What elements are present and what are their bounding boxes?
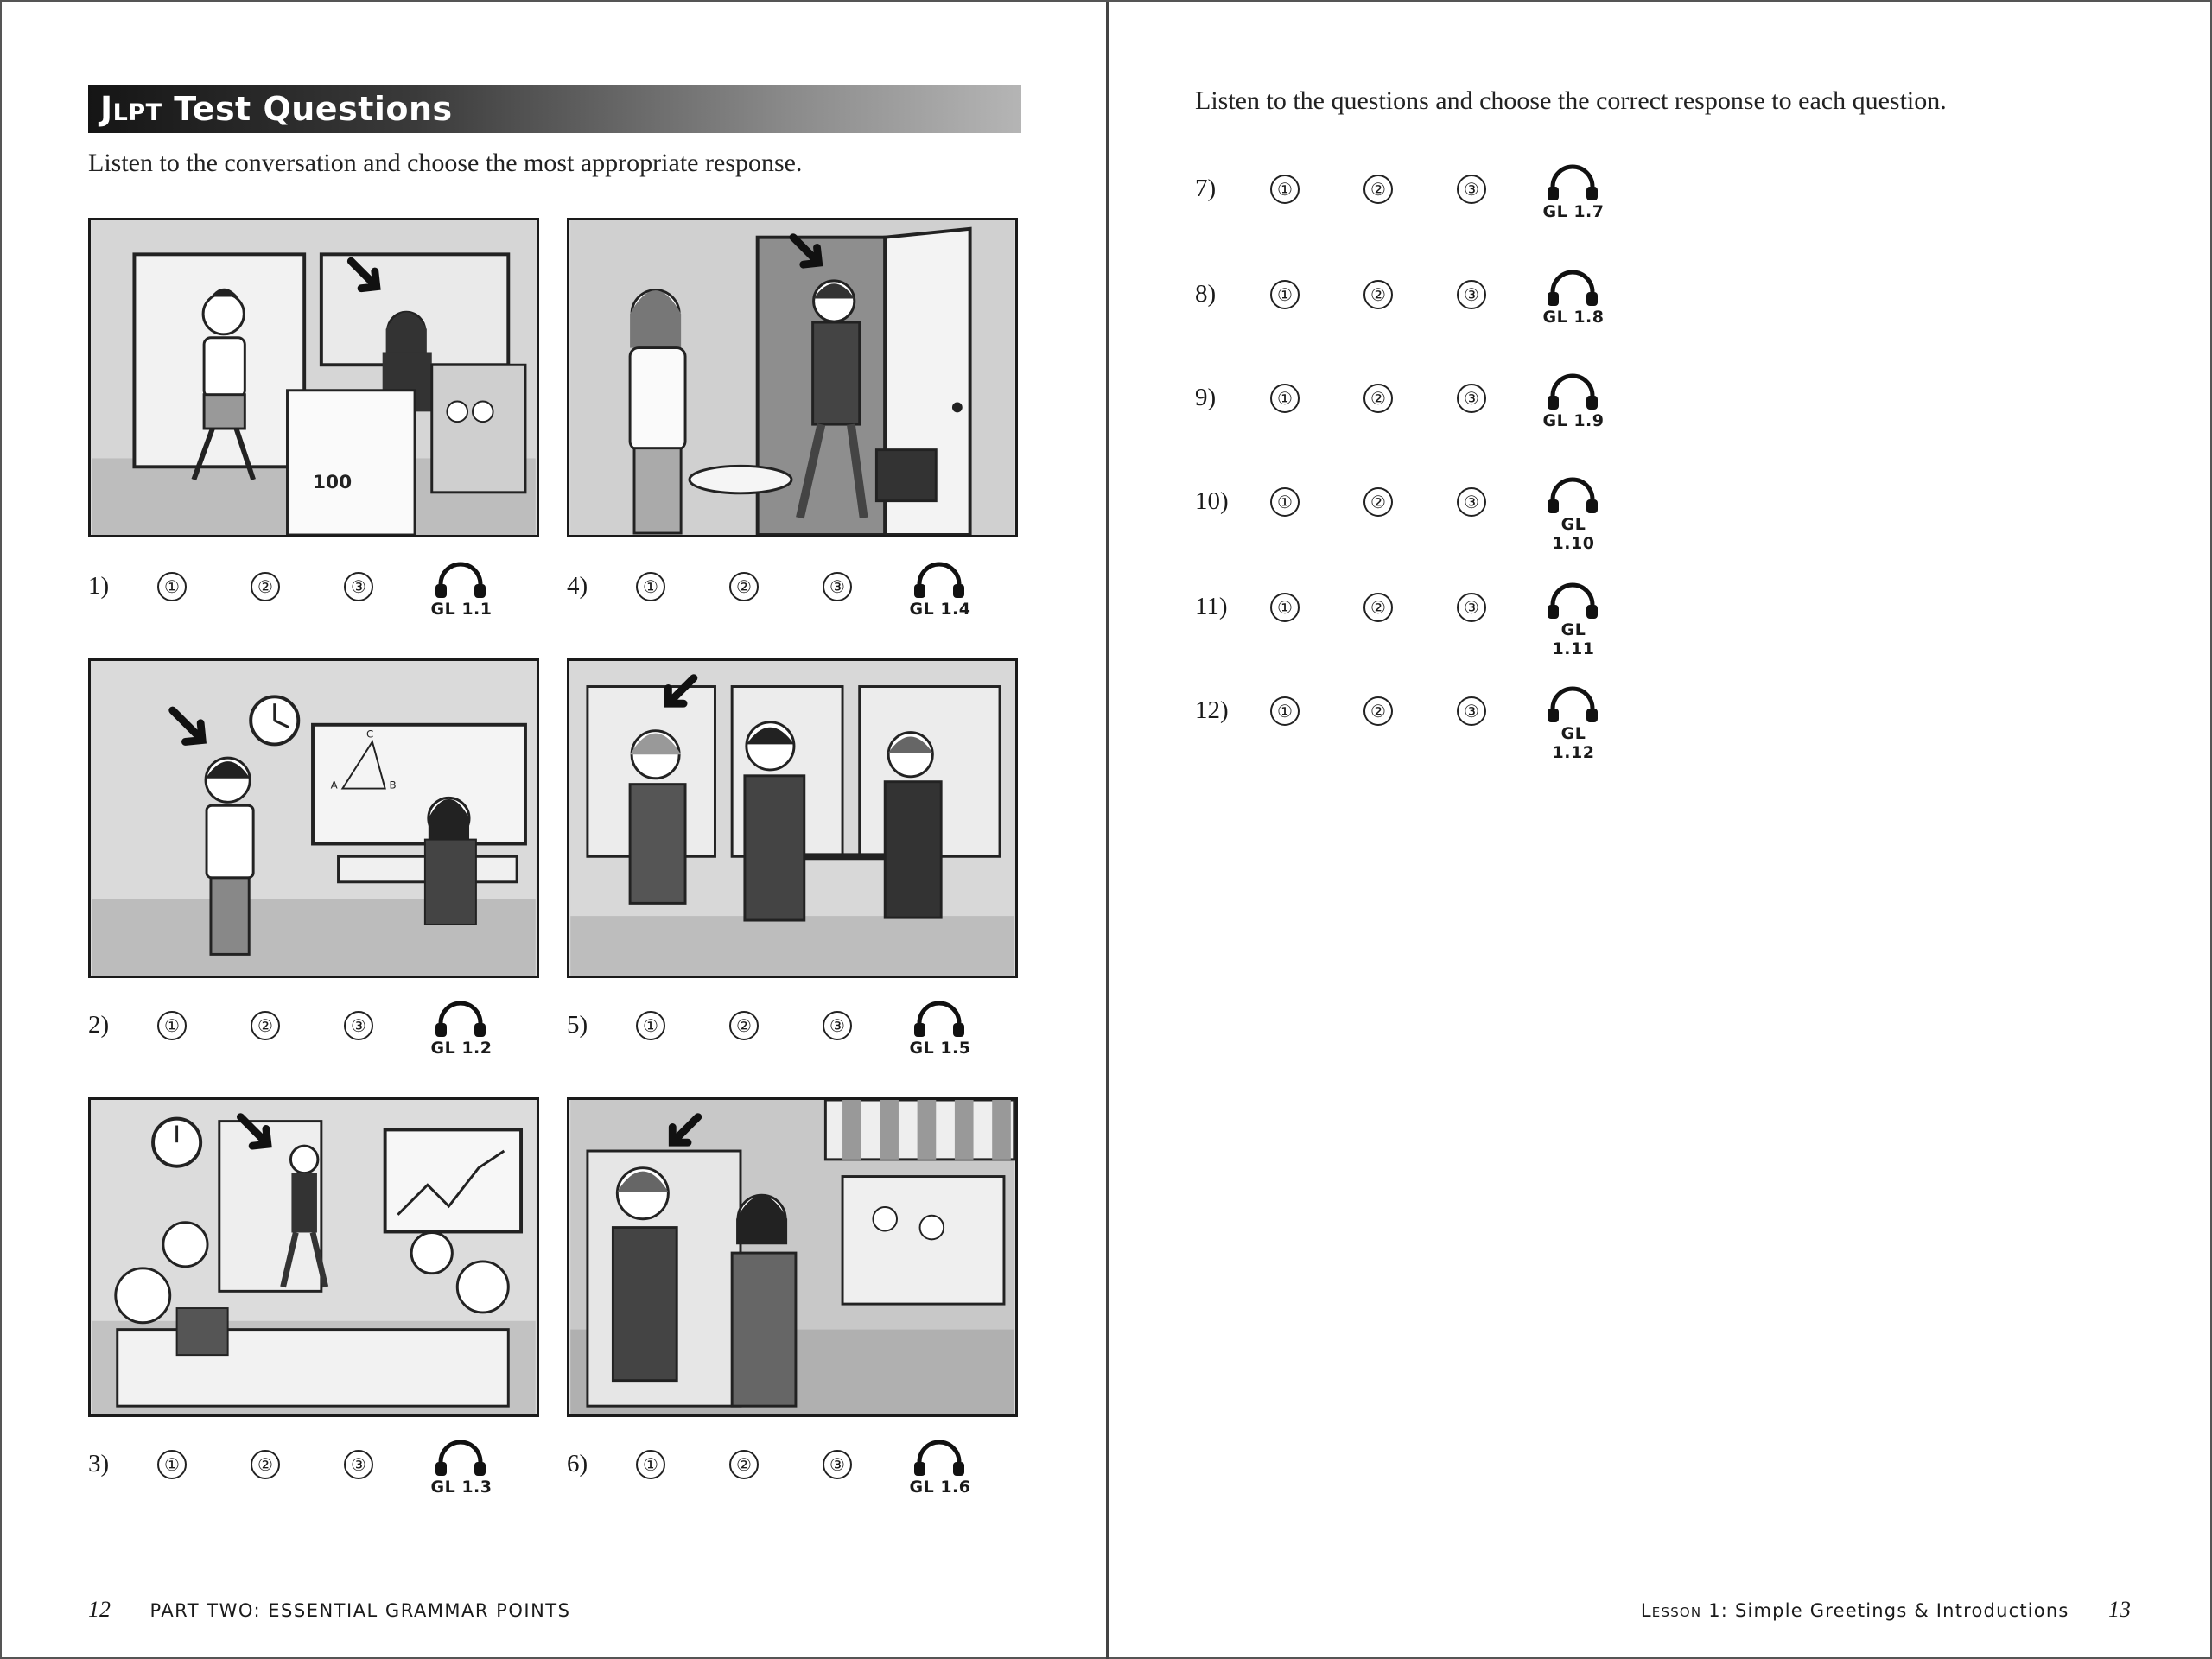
question-row-3 xyxy=(88,1440,537,1500)
question-number: 9) xyxy=(1195,384,1217,411)
audio-track-button[interactable] xyxy=(1537,477,1606,553)
choice-3-option[interactable]: ③ xyxy=(1457,593,1486,622)
choice-3-option[interactable]: ③ xyxy=(1457,175,1486,204)
left-page xyxy=(2,2,1108,1659)
choice-2-option[interactable]: ② xyxy=(729,1011,759,1040)
footer-part-label: PART TWO: xyxy=(149,1600,269,1621)
section-title-prefix: Jlpt xyxy=(100,90,162,128)
audio-track-label: GL 1.1 xyxy=(430,600,493,619)
door-handle-icon xyxy=(952,403,963,413)
choice-1-option[interactable]: ① xyxy=(157,572,187,601)
audio-track-label: GL 1.10 xyxy=(1552,515,1595,553)
question-number: 1) xyxy=(88,572,110,600)
choice-3-option[interactable]: ③ xyxy=(344,572,373,601)
section-title-rest: Test Questions xyxy=(162,90,453,128)
question-number: 2) xyxy=(88,1011,110,1039)
audio-track-label: GL 1.4 xyxy=(909,600,971,619)
question-row-7 xyxy=(1195,164,1644,225)
svg-text:A: A xyxy=(330,779,338,791)
choice-3-option[interactable]: ③ xyxy=(823,1450,852,1479)
choice-1-option[interactable]: ① xyxy=(1270,280,1300,309)
left-instruction: Listen to the conversation and choose the most appropriate response. xyxy=(88,149,803,177)
panel-4-doorway xyxy=(567,218,1018,537)
headphones-icon xyxy=(912,1001,966,1039)
audio-track-button[interactable] xyxy=(1537,582,1606,658)
headphones-icon xyxy=(1546,373,1599,411)
footer-lesson-label: Lesson 1 xyxy=(1640,1600,1721,1621)
choice-2-option[interactable]: ② xyxy=(1363,593,1393,622)
choice-2-option[interactable]: ② xyxy=(729,572,759,601)
choice-1-option[interactable]: ① xyxy=(1270,593,1300,622)
classroom-illustration xyxy=(91,661,537,976)
page-number: 13 xyxy=(2108,1597,2131,1622)
question-row-8 xyxy=(1195,270,1644,330)
question-row-2 xyxy=(88,1001,537,1061)
audio-track-button[interactable] xyxy=(425,562,494,622)
audio-track-label: GL 1.8 xyxy=(1542,308,1605,327)
convenience-store-illustration xyxy=(91,220,537,535)
headphones-icon xyxy=(1546,164,1599,202)
choice-1-option[interactable]: ① xyxy=(157,1450,187,1479)
question-number: 6) xyxy=(567,1450,588,1478)
cafe-illustration xyxy=(569,1100,1015,1414)
audio-track-button[interactable] xyxy=(425,1440,494,1500)
choice-3-option[interactable]: ③ xyxy=(344,1011,373,1040)
question-number: 4) xyxy=(567,572,588,600)
footer-lesson-title: : Simple Greetings & Introductions xyxy=(1720,1600,2069,1621)
headphones-icon xyxy=(434,1001,487,1039)
choice-1-option[interactable]: ① xyxy=(1270,175,1300,204)
choice-1-option[interactable]: ① xyxy=(1270,487,1300,517)
audio-track-button[interactable] xyxy=(904,1440,973,1500)
choice-2-option[interactable]: ② xyxy=(729,1450,759,1479)
svg-text:C: C xyxy=(365,728,374,741)
choice-2-option[interactable]: ② xyxy=(1363,384,1393,413)
left-footer xyxy=(88,1597,570,1623)
introduction-illustration xyxy=(569,661,1015,976)
panel-5-introduction xyxy=(567,658,1018,978)
audio-track-label: GL 1.9 xyxy=(1542,411,1605,430)
choice-1-option[interactable]: ① xyxy=(1270,384,1300,413)
office-illustration xyxy=(91,1100,537,1414)
audio-track-button[interactable] xyxy=(1537,686,1606,762)
question-number: 5) xyxy=(567,1011,588,1039)
question-number: 7) xyxy=(1195,175,1217,202)
audio-track-label: GL 1.6 xyxy=(909,1478,971,1497)
headphones-icon xyxy=(1546,477,1599,515)
section-title xyxy=(88,85,1021,133)
choice-3-option[interactable]: ③ xyxy=(1457,280,1486,309)
question-row-5 xyxy=(567,1001,1016,1061)
panel-3-office xyxy=(88,1097,539,1417)
audio-track-button[interactable] xyxy=(1537,270,1606,330)
audio-track-label: GL 1.5 xyxy=(909,1039,971,1058)
panel-1-sign-text: 100 xyxy=(313,471,353,493)
question-number: 10) xyxy=(1195,487,1229,515)
question-row-10 xyxy=(1195,477,1644,553)
choice-2-option[interactable]: ② xyxy=(1363,696,1393,726)
question-number: 12) xyxy=(1195,696,1229,724)
audio-track-label: GL 1.2 xyxy=(430,1039,493,1058)
choice-2-option[interactable]: ② xyxy=(1363,280,1393,309)
question-row-6 xyxy=(567,1440,1016,1500)
choice-3-option[interactable]: ③ xyxy=(1457,384,1486,413)
choice-2-option[interactable]: ② xyxy=(251,572,280,601)
laptop-icon xyxy=(177,1308,228,1355)
choice-3-option[interactable]: ③ xyxy=(823,1011,852,1040)
choice-1-option[interactable]: ① xyxy=(157,1011,187,1040)
svg-text:B: B xyxy=(389,779,397,791)
headphones-icon xyxy=(912,562,966,600)
choice-1-option[interactable]: ① xyxy=(1270,696,1300,726)
choice-2-option[interactable]: ② xyxy=(251,1450,280,1479)
panel-1-convenience-store xyxy=(88,218,539,537)
audio-track-button[interactable] xyxy=(425,1001,494,1061)
choice-3-option[interactable]: ③ xyxy=(1457,696,1486,726)
choice-2-option[interactable]: ② xyxy=(251,1011,280,1040)
choice-2-option[interactable]: ② xyxy=(1363,487,1393,517)
right-instruction: Listen to the questions and choose the correct response to each question. xyxy=(1195,86,1947,115)
page-number: 12 xyxy=(88,1597,111,1622)
choice-3-option[interactable]: ③ xyxy=(823,572,852,601)
headphones-icon xyxy=(1546,270,1599,308)
question-number: 8) xyxy=(1195,280,1217,308)
choice-3-option[interactable]: ③ xyxy=(344,1450,373,1479)
question-row-1 xyxy=(88,562,537,622)
question-number: 3) xyxy=(88,1450,110,1478)
choice-2-option[interactable]: ② xyxy=(1363,175,1393,204)
choice-3-option[interactable]: ③ xyxy=(1457,487,1486,517)
question-row-4 xyxy=(567,562,1016,622)
question-row-11 xyxy=(1195,582,1644,658)
question-number: 11) xyxy=(1195,593,1228,620)
right-page xyxy=(1108,2,2212,1659)
audio-track-label: GL 1.3 xyxy=(430,1478,493,1497)
audio-track-label: GL 1.12 xyxy=(1552,724,1595,762)
choice-1-option[interactable]: ① xyxy=(636,572,665,601)
audio-track-label: GL 1.11 xyxy=(1552,620,1595,658)
right-footer xyxy=(1641,1597,2131,1623)
audio-track-label: GL 1.7 xyxy=(1542,202,1605,221)
audio-track-button[interactable] xyxy=(1537,373,1606,434)
headphones-icon xyxy=(434,562,487,600)
choice-1-option[interactable]: ① xyxy=(636,1011,665,1040)
question-row-9 xyxy=(1195,373,1644,434)
footer-part-title: ESSENTIAL GRAMMAR POINTS xyxy=(268,1600,571,1621)
headphones-icon xyxy=(912,1440,966,1478)
audio-track-button[interactable] xyxy=(904,1001,973,1061)
headphones-icon xyxy=(1546,686,1599,724)
headphones-icon xyxy=(434,1440,487,1478)
headphones-icon xyxy=(1546,582,1599,620)
doorway-illustration xyxy=(569,220,1015,535)
question-row-12 xyxy=(1195,686,1644,762)
audio-track-button[interactable] xyxy=(1537,164,1606,225)
audio-track-button[interactable] xyxy=(904,562,973,622)
panel-2-classroom xyxy=(88,658,539,978)
choice-1-option[interactable]: ① xyxy=(636,1450,665,1479)
panel-6-cafe xyxy=(567,1097,1018,1417)
briefcase-icon xyxy=(876,450,936,501)
